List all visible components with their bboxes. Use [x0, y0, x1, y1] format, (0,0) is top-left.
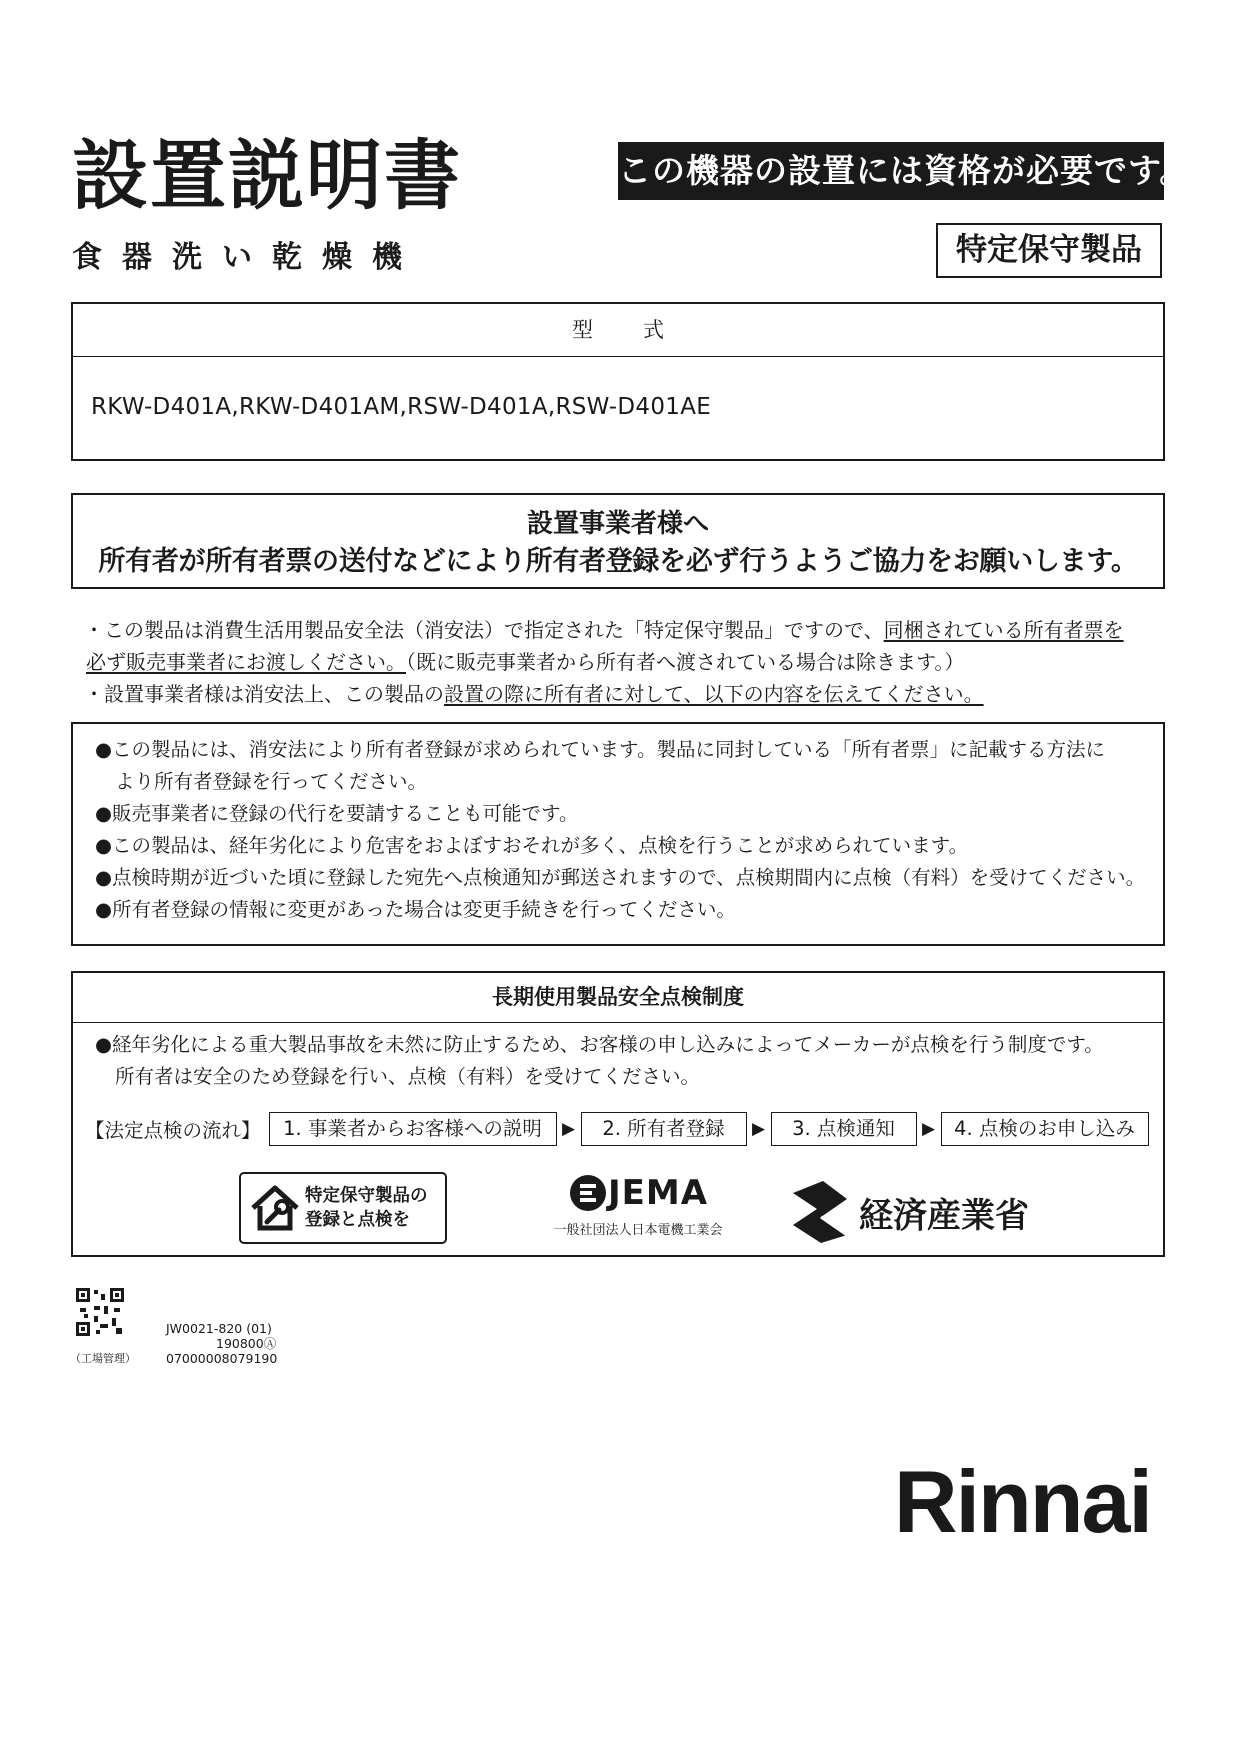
note-text: ・設置事業者様は消安法上、この製品の	[84, 682, 444, 706]
inspection-system-header: 長期使用製品安全点検制度	[73, 973, 1163, 1023]
note-text: ・この製品は消費生活用製品安全法（消安法）で指定された「特定保守製品」ですので、	[84, 618, 884, 642]
flow-label: 【法定点検の流れ】	[85, 1119, 261, 1142]
owner-registration-points	[71, 722, 1165, 946]
jema-wordmark: JEMA	[607, 1173, 709, 1213]
jema-org-name: 一般社団法人日本電機工業会	[553, 1223, 723, 1238]
mark-text	[305, 1184, 428, 1232]
note-line-2	[86, 646, 964, 678]
serial-number: 07000008079190	[166, 1351, 278, 1366]
qr-label: （工場管理）	[70, 1352, 136, 1365]
house-wrench-icon	[249, 1182, 301, 1234]
mark-text-line: 特定保守製品の	[305, 1186, 428, 1206]
installer-notice-box	[71, 493, 1165, 589]
installer-notice-request: 所有者が所有者票の送付などにより所有者登録を必ず行うようご協力をお願いします。	[98, 546, 1138, 577]
model-numbers: RKW-D401A,RKW-D401AM,RSW-D401A,RSW-D401AE	[91, 394, 712, 420]
list-item-continuation: 所有者は安全のため登録を行い、点検（有料）を受けてください。	[115, 1065, 701, 1088]
list-item: ●所有者登録の情報に変更があった場合は変更手続きを行ってください。	[95, 898, 736, 921]
note-underlined-text: 必ず販売事業者にお渡しください。	[86, 650, 406, 674]
qr-code	[76, 1288, 124, 1336]
meti-name: 経済産業省	[859, 1195, 1029, 1236]
list-item-continuation: より所有者登録を行ってください。	[115, 770, 428, 793]
installer-notice-title: 設置事業者様へ	[526, 509, 709, 539]
tokutei-product-label: 特定保守製品	[936, 223, 1162, 278]
model-box	[71, 302, 1165, 461]
mark-text-line: 登録と点検を	[305, 1210, 410, 1230]
flow-step-1: 1. 事業者からお客様への説明	[269, 1112, 557, 1146]
jema-emblem-icon	[568, 1173, 608, 1213]
note-underlined-text: 設置の際に所有者に対して、以下の内容を伝えてください。	[444, 682, 984, 706]
inspection-system-box	[71, 971, 1165, 1257]
meti-logo	[791, 1179, 1029, 1245]
flow-arrow-icon: ▶	[751, 1119, 766, 1139]
flow-step-2: 2. 所有者登録	[581, 1112, 747, 1146]
product-type-subtitle: 食器洗い乾燥機	[72, 240, 422, 275]
list-item: ●販売事業者に登録の代行を要請することも可能です。	[95, 802, 579, 825]
list-item: ●この製品は、経年劣化により危害をおよぼすおそれが多く、点検を行うことが求められています。	[95, 834, 969, 857]
note-underlined-text: 同梱されている所有者票を	[883, 618, 1124, 642]
list-item: ●点検時期が近づいた頃に登録した宛先へ点検通知が郵送されますので、点検期間内に点検（有料）を受けてください。	[95, 866, 1146, 889]
tokutei-registration-mark	[239, 1172, 447, 1244]
date-code: 190800Ⓐ	[216, 1336, 277, 1351]
flow-step-3: 3. 点検通知	[771, 1112, 917, 1146]
inspection-flow	[85, 1111, 1149, 1147]
model-header: 型式	[73, 304, 1163, 357]
rinnai-logo: Rinnai	[894, 1452, 1151, 1551]
qualification-banner: この機器の設置には資格が必要です。	[618, 142, 1164, 200]
flow-arrow-icon: ▶	[561, 1119, 576, 1139]
note-line-3	[84, 678, 984, 710]
meti-emblem-icon	[791, 1179, 849, 1245]
document-code: JW0021-820 (01)	[166, 1321, 272, 1336]
jema-logo	[543, 1173, 733, 1238]
document-title: 設置説明書	[72, 131, 462, 220]
note-text: （既に販売事業者から所有者へ渡されている場合は除きます。）	[406, 650, 965, 674]
flow-arrow-icon: ▶	[921, 1119, 936, 1139]
list-item: ●経年劣化による重大製品事故を未然に防止するため、お客様の申し込みによってメーカーが点検を行う制度です。	[95, 1033, 1104, 1056]
flow-step-4: 4. 点検のお申し込み	[941, 1112, 1149, 1146]
jema-mark	[543, 1173, 733, 1213]
note-line-1	[84, 614, 1124, 646]
inspection-system-text	[95, 1029, 1104, 1093]
list-item: ●この製品には、消安法により所有者登録が求められています。製品に同封している「所有者票」に記載する方法に	[95, 738, 1105, 761]
